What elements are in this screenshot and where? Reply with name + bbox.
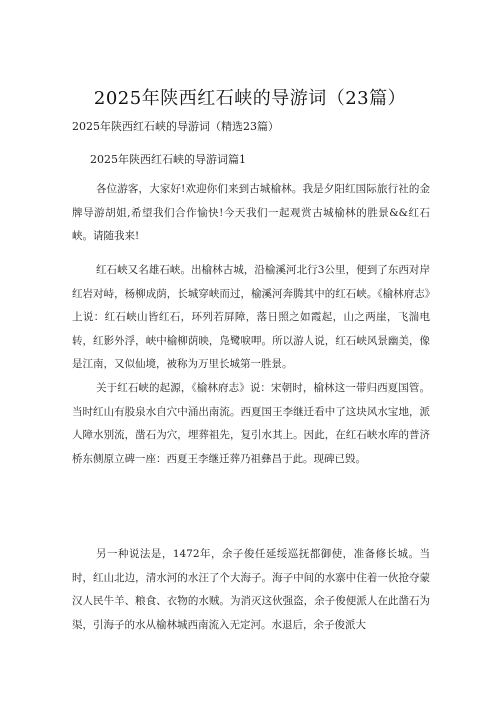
paragraph-description: 红石峡又名雄石峡。出榆林古城，沿榆溪河北行3公里，便到了东西对岸红岩对峙，杨柳成荫，长城穿峡而过，榆溪河奔腾其中的红石峡。《榆林府志》上说：红石峡山皆红石，环列若屏障，落日照之如霞起，山之两崖，飞湍电转，红影外浮，峡中榆柳荫映，凫鹭唳呷。所以游人说，红石峡风景幽美，像是江南，又似仙境，被称为万里长城第一胜景。 <box>72 264 430 371</box>
paragraph-legend: 另一种说法是，1472年，余子俊任延绥巡抚都御使，准备修长城。当时，红山北边，清水河的水汪了个大海子。海子中间的水寨中住着一伙抢夺蒙汉人民牛羊、粮食、衣物的水贼。为消灭这伙强盗，余子俊便派人在此凿石为渠，引海子的水从榆林城西南流入无定河。水退后，余子俊派大 <box>72 548 430 631</box>
document-title: 2025年陕西红石峡的导游词（23篇） <box>93 88 407 109</box>
document-subtitle: 2025年陕西红石峡的导游词（精选23篇） <box>72 120 279 133</box>
section-heading: 2025年陕西红石峡的导游词篇1 <box>90 153 246 166</box>
paragraph-greeting: 各位游客，大家好!欢迎你们来到古城榆林。我是夕阳红国际旅行社的金牌导游胡姐,希望我们合作愉快!今天我们一起观赏古城榆林的胜景&&红石峡。请随我来! <box>72 183 430 243</box>
paragraph-origin: 关于红石峡的起源，《榆林府志》说：宋朝时，榆林这一带归西夏国管。当时红山有股泉水自穴中涌出南流。西夏国王李继迁看中了这块风水宝地，派人障水别流，凿石为穴，埋葬祖先，复引水其上。因此，在红石峡水库的普济桥东侧原立碑一座：西夏王李继迁葬乃祖彝昌于此。现碑已毁。 <box>72 382 430 465</box>
